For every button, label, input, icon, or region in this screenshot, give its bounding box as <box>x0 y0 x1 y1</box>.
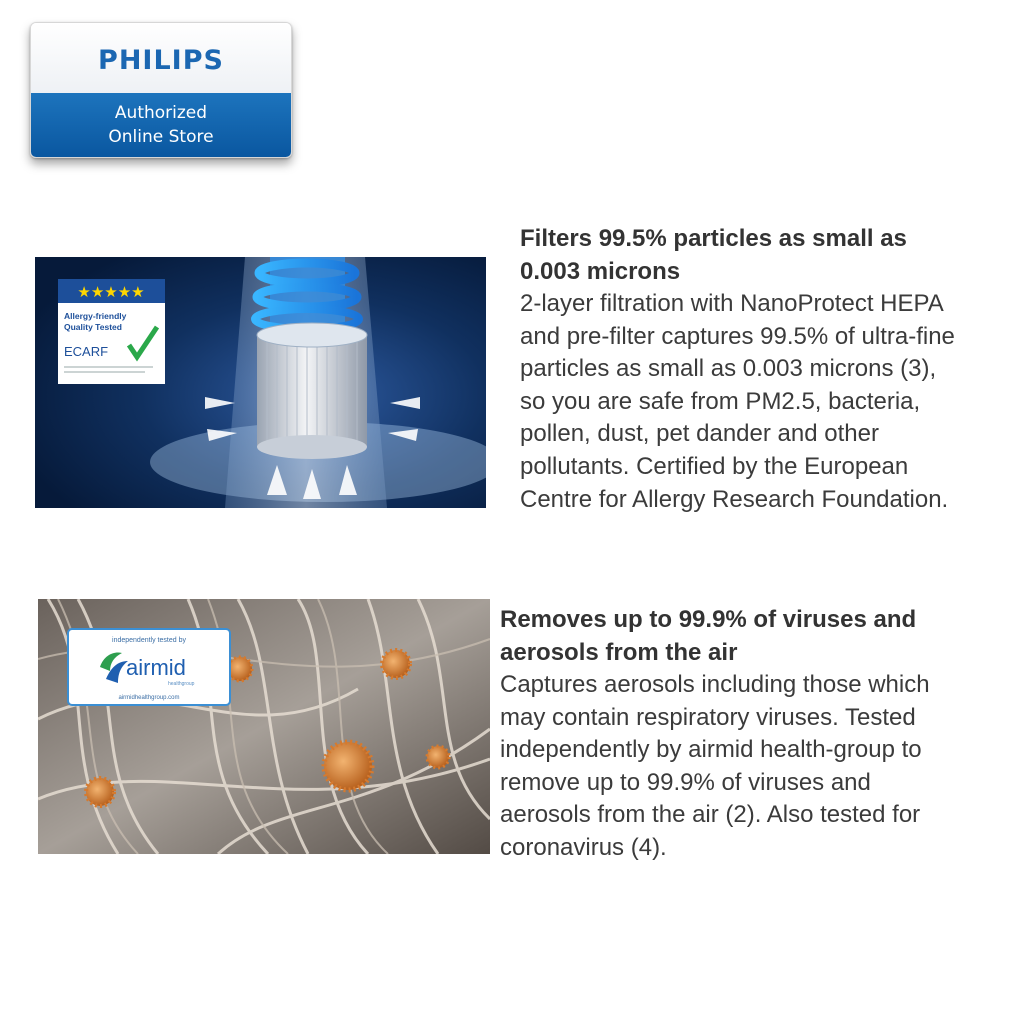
ecarf-line2: Quality Tested <box>64 322 122 332</box>
badge-line-authorized: Authorized <box>114 103 208 123</box>
feature-virus-body-line: Captures aerosols including those which <box>500 671 930 698</box>
feature-virus-body-line: may contain respiratory viruses. Tested <box>500 703 916 731</box>
feature-virus-body-line: aerosols from the air (2). Also tested for <box>500 801 921 829</box>
filter-illustration-svg <box>35 257 486 508</box>
philips-logo: PHILIPS <box>98 44 224 76</box>
feature-filtration <box>520 222 1020 516</box>
feature-filtration-body-line: 2-layer filtration with NanoProtect HEPA <box>520 290 944 317</box>
badge-brand-area <box>31 23 291 93</box>
airmid-heading: independently tested by <box>112 637 186 644</box>
philips-authorized-badge <box>30 22 292 158</box>
filter-illustration <box>35 257 486 508</box>
feature-filtration-body-line: particles as small as 0.003 microns (3), <box>520 355 937 383</box>
airmid-site: airmidhealthgroup.com <box>118 695 180 701</box>
feature-filtration-body <box>520 288 1020 516</box>
feature-virus-title-line2: aerosols from the air <box>500 639 738 666</box>
feature-filtration-title <box>520 222 1020 288</box>
ecarf-certificate <box>58 279 165 384</box>
badge-line-store: Online Store <box>108 127 214 147</box>
feature-filtration-body-line: pollen, dust, pet dander and other <box>520 420 879 448</box>
feature-filtration-title-line1: Filters 99.5% particles as small as <box>520 225 907 252</box>
feature-virus-body-line: remove up to 99.9% of viruses and <box>500 768 871 796</box>
feature-filtration-body-line: so you are safe from PM2.5, bacteria, <box>520 387 921 415</box>
airmid-brand: airmid <box>126 655 186 680</box>
feature-virus-body <box>500 669 1020 865</box>
feature-virus-body-line: independently by airmid health-group to <box>500 736 922 764</box>
ecarf-org: ECARF <box>64 344 109 359</box>
airmid-certificate <box>68 629 230 705</box>
feature-virus-title-line1: Removes up to 99.9% of viruses and <box>500 606 917 633</box>
virus-fiber-illustration-svg <box>38 599 490 854</box>
feature-filtration-title-line2: 0.003 microns <box>520 258 681 285</box>
feature-virus-title <box>500 603 1020 669</box>
badge-caption <box>31 93 291 157</box>
feature-virus-body-line: coronavirus (4). <box>500 833 667 861</box>
feature-virus-removal <box>500 603 1020 865</box>
airmid-sub: healthgroup <box>168 681 195 687</box>
ecarf-line1: Allergy-friendly <box>64 311 127 321</box>
ecarf-stars: ★★★★★ <box>77 284 145 301</box>
feature-filtration-body-line: pollutants. Certified by the European <box>520 452 909 480</box>
feature-filtration-body-line: Centre for Allergy Research Foundation. <box>520 485 949 513</box>
virus-fiber-illustration <box>38 599 490 854</box>
feature-filtration-body-line: and pre-filter captures 99.5% of ultra-fine <box>520 322 955 350</box>
